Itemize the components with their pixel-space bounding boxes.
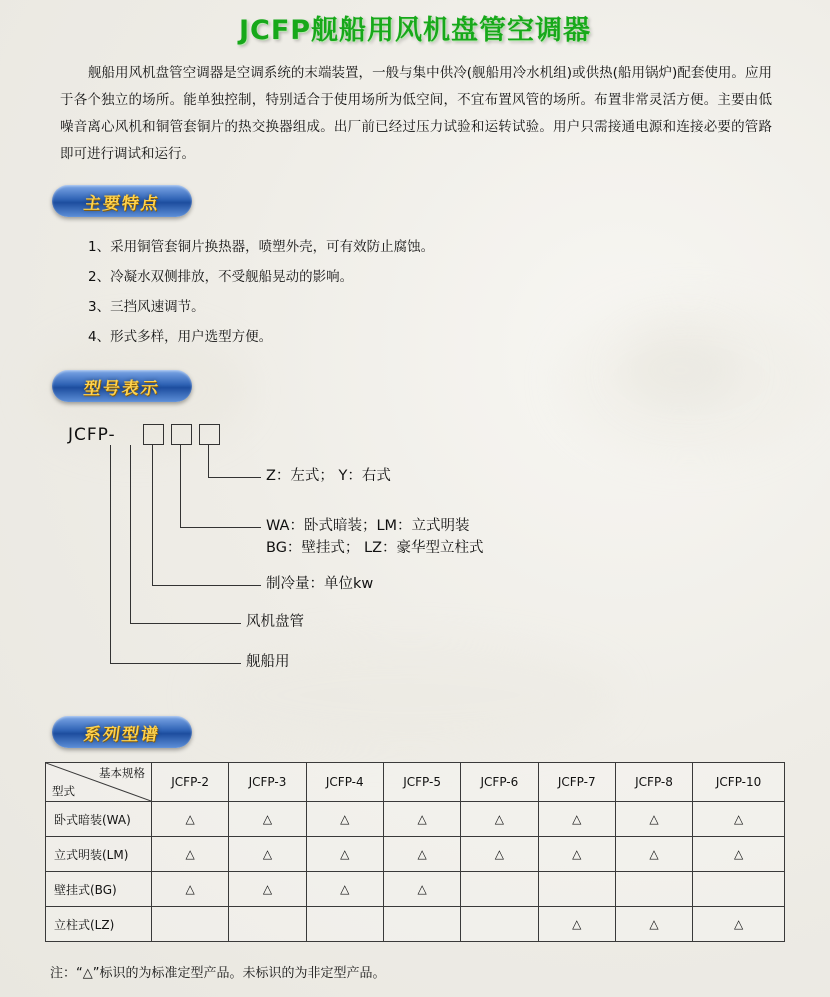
- list-item: 4、形式多样，用户选型方便。: [88, 329, 273, 345]
- section-banner-model: [52, 370, 192, 402]
- table-column-header: JCFP-5: [383, 763, 460, 802]
- table-column-header: JCFP-8: [615, 763, 692, 802]
- model-code-prefix: JCFP-: [68, 425, 116, 445]
- table-cell: △: [306, 802, 383, 837]
- table-column-header: JCFP-2: [152, 763, 229, 802]
- table-cell: △: [461, 837, 538, 872]
- table-column-header: JCFP-6: [461, 763, 538, 802]
- table-cell: [615, 872, 692, 907]
- table-cell: △: [383, 837, 460, 872]
- feature-list: [88, 232, 728, 352]
- table-cell: △: [152, 837, 229, 872]
- table-cell: △: [693, 802, 785, 837]
- section-banner-features-label: 主要特点: [82, 193, 162, 214]
- model-code-box-2: [171, 424, 192, 445]
- table-cell: △: [306, 872, 383, 907]
- table-row: [46, 907, 785, 942]
- table-cell: △: [615, 837, 692, 872]
- table-row: [46, 837, 785, 872]
- section-banner-model-label: 型号表示: [82, 378, 162, 399]
- model-code-label-6: 舰船用: [246, 654, 290, 670]
- table-cell: △: [229, 872, 306, 907]
- table-cell: △: [152, 872, 229, 907]
- table-cell: [461, 907, 538, 942]
- table-column-header: JCFP-3: [229, 763, 306, 802]
- page-title: JCFP舰船用风机盘管空调器: [238, 15, 592, 46]
- model-code-label-4: 制冷量：单位kw: [266, 576, 374, 592]
- table-row: [46, 872, 785, 907]
- table-note: 注：“△”标识的为标准定型产品。未标识的为非定型产品。: [50, 966, 386, 981]
- table-cell: △: [538, 907, 615, 942]
- model-code-label-2: WA：卧式暗装；LM：立式明装: [266, 518, 470, 534]
- table-corner-top-label: 基本规格: [99, 766, 145, 780]
- table-cell: △: [461, 802, 538, 837]
- leader-line-5: [110, 445, 241, 664]
- table-cell: △: [538, 837, 615, 872]
- table-cell: [693, 872, 785, 907]
- list-item: 2、冷凝水双侧排放，不受舰船晃动的影响。: [88, 269, 354, 285]
- table-row-label: 卧式暗装(WA): [46, 802, 152, 837]
- table-cell: [229, 907, 306, 942]
- table-cell: △: [383, 802, 460, 837]
- table-cell: △: [693, 907, 785, 942]
- table-cell: △: [615, 802, 692, 837]
- table-corner-cell: [46, 763, 152, 802]
- table-cell: △: [229, 802, 306, 837]
- series-table: [45, 762, 785, 942]
- table-row: [46, 802, 785, 837]
- model-code-box-1: [143, 424, 164, 445]
- section-banner-series: [52, 716, 192, 748]
- table-column-header: JCFP-7: [538, 763, 615, 802]
- table-cell: [383, 907, 460, 942]
- list-item: 3、三挡风速调节。: [88, 299, 205, 315]
- model-code-label-1: Z：左式； Y：右式: [266, 468, 391, 484]
- table-column-header: JCFP-4: [306, 763, 383, 802]
- table-cell: △: [229, 837, 306, 872]
- table-cell: △: [306, 837, 383, 872]
- table-cell: △: [615, 907, 692, 942]
- model-code-label-3: BG：壁挂式； LZ：豪华型立柱式: [266, 540, 484, 556]
- table-column-header: JCFP-10: [693, 763, 785, 802]
- section-banner-features: [52, 185, 192, 217]
- table-header-row: [46, 763, 785, 802]
- table-cell: △: [693, 837, 785, 872]
- table-cell: [152, 907, 229, 942]
- table-cell: [306, 907, 383, 942]
- table-cell: [538, 872, 615, 907]
- table-cell: △: [383, 872, 460, 907]
- table-row-label: 立式明装(LM): [46, 837, 152, 872]
- table-cell: △: [538, 802, 615, 837]
- table-cell: [461, 872, 538, 907]
- table-corner-bottom-label: 型式: [52, 784, 75, 798]
- model-code-box-3: [199, 424, 220, 445]
- intro-paragraph: 舰船用风机盘管空调器是空调系统的末端装置，一般与集中供冷(舰船用冷水机组)或供热(船用锅炉)配套使用。应用于各个独立的场所。能单独控制，特别适合于使用场所为低空间，不宜布置风管的场所。布置非常灵活方便。主要由低噪音离心风机和铜管套铜片的热交换器组成。出厂前已经过压力试验和运转试验。用户只需接通电源和连接必要的管路即可进行调试和运行。: [60, 65, 772, 162]
- table-cell: △: [152, 802, 229, 837]
- table-row-label: 壁挂式(BG): [46, 872, 152, 907]
- model-code-label-5: 风机盘管: [246, 614, 304, 630]
- list-item: 1、采用铜管套铜片换热器，喷塑外壳，可有效防止腐蚀。: [88, 239, 435, 255]
- model-code-diagram: [40, 420, 800, 690]
- series-table-wrapper: [45, 762, 785, 942]
- table-row-label: 立柱式(LZ): [46, 907, 152, 942]
- section-banner-series-label: 系列型谱: [82, 724, 162, 745]
